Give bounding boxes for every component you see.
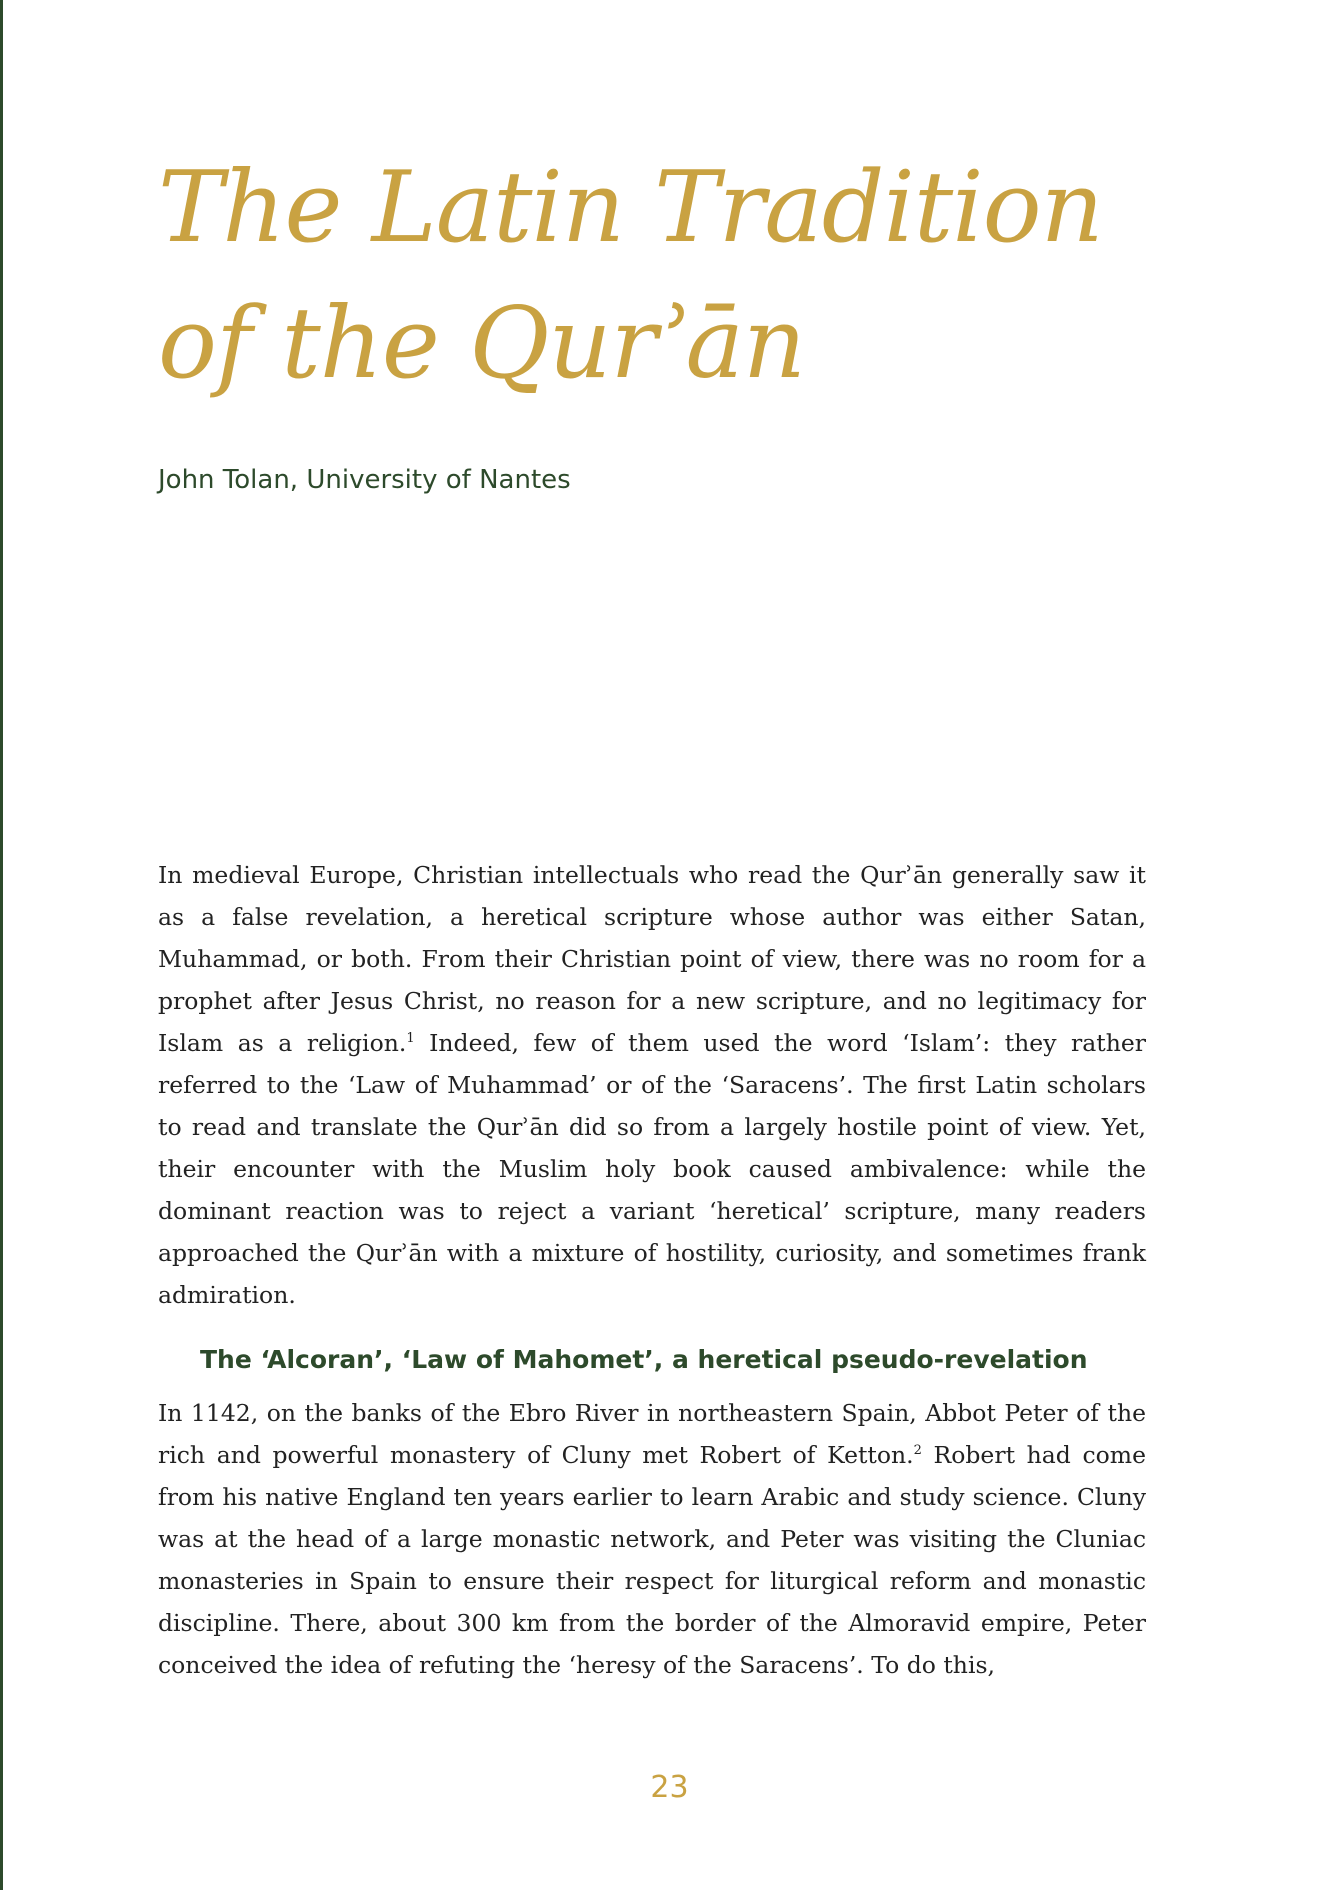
paragraph-2-text-b: Robert had come from his native England ten years earlier to learn Arabic and study science. Cluny was at the head of a large monastic network, and Peter was visiting the Cluniac monasteries in Spain to ensure their respect for liturgical reform and monastic discipline. There, about 300 km from the border of the Almoravid empire, Peter conceived the idea of refuting the ‘heresy of the Saracens’. To do this, [158, 1441, 1146, 1679]
author-line: John Tolan, University of Nantes [158, 465, 571, 495]
footnote-marker-2: 2 [913, 1443, 922, 1459]
title-line-1: The Latin Tradition [158, 151, 1103, 265]
page-title [158, 140, 1238, 412]
title-line-2: of the Qurʾān [158, 287, 806, 401]
body-paragraph-2 [158, 1392, 1146, 1686]
paragraph-2-text-a: In 1142, on the banks of the Ebro River in northeastern Spain, Abbot Peter of the rich and powerful monastery of Cluny met Robert of Ketton. [158, 1399, 1146, 1469]
left-margin-rule [0, 0, 3, 1890]
page-number: 23 [650, 1770, 689, 1805]
body-paragraph-1 [158, 854, 1146, 1316]
section-heading: The ‘Alcoran’, ‘Law of Mahomet’, a heretical pseudo-revelation [200, 1345, 1088, 1374]
paragraph-1-text-a: In medieval Europe, Christian intellectuals who read the Qurʾān generally saw it as a false revelation, a heretical scripture whose author was either Satan, Muhammad, or both. From their Christian point of view, there was no room for a prophet after Jesus Christ, no reason for a new scripture, and no legitimacy for Islam as a religion. [158, 861, 1146, 1057]
paragraph-1-text-b: Indeed, few of them used the word ‘Islam’: they rather referred to the ‘Law of Muhammad’ or of the ‘Saracens’. The first Latin scholars to read and translate the Qurʾān did so from a largely hostile point of view. Yet, their encounter with the Muslim holy book caused ambivalence: while the dominant reaction was to reject a variant ‘heretical’ scripture, many readers approached the Qurʾān with a mixture of hostility, curiosity, and sometimes frank admiration. [158, 1029, 1146, 1309]
footnote-marker-1: 1 [406, 1031, 415, 1047]
